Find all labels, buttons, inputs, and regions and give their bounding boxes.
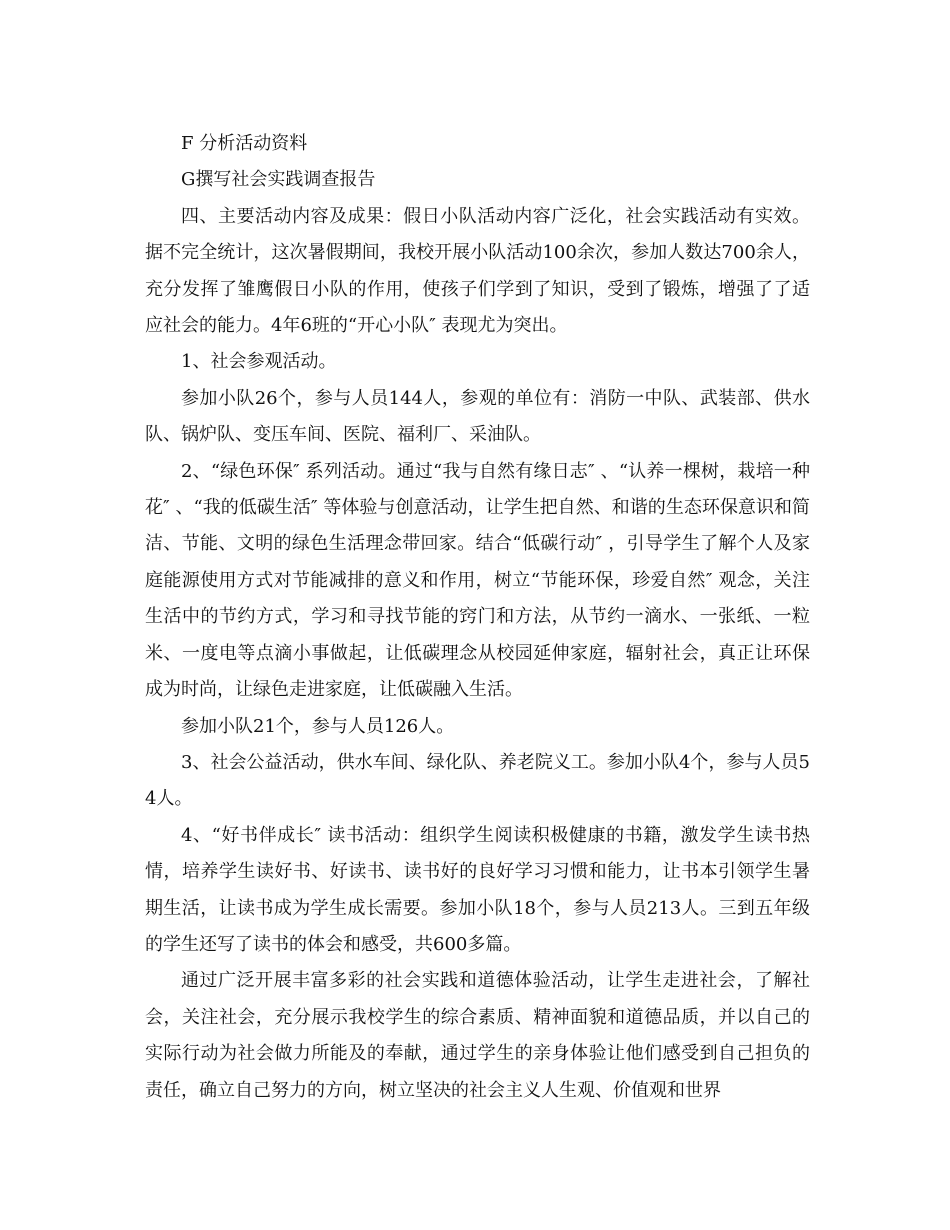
step-g-text: G撰写社会实践调查报告 bbox=[181, 169, 376, 191]
item-4-paragraph: 4、“好书伴成长″ 读书活动：组织学生阅读积极健康的书籍，激发学生读书热情，培养学生读好书、好读书、读书好的良好学习习惯和能力，让书本引领学生暑期生活，让读书成为学生成长需要。参加小队18个，参与人员213人。三到五年级的学生还写了读书的体会和感受，共600多篇。 bbox=[145, 824, 810, 955]
document-body bbox=[145, 126, 810, 1109]
item-1-heading: 1、社会参观活动。 bbox=[181, 351, 337, 373]
section-four-paragraph: 四、主要活动内容及成果：假日小队活动内容广泛化，社会实践活动有实效。据不完全统计，这次暑假期间，我校开展小队活动100余次，参加人数达700余人，充分发挥了雏鹰假日小队的作用，使孩子们学到了知识，受到了锻炼，增强了了适应社会的能力。4年6班的“开心小队″ 表现尤为突出。 bbox=[145, 205, 810, 337]
step-f-text: F 分析活动资料 bbox=[181, 133, 308, 154]
item-2-detail: 参加小队21个，参与人员126人。 bbox=[181, 715, 455, 737]
summary-paragraph: 通过广泛开展丰富多彩的社会实践和道德体验活动，让学生走进社会，了解社会，关注社会，充分展示我校学生的综合素质、精神面貌和道德品质，并以自己的实际行动为社会做力所能及的奉献，通过学生的亲身体验让他们感受到自己担负的责任，确立自己努力的方向，树立坚决的社会主义人生观、价值观和世界 bbox=[145, 970, 810, 1101]
item-1-detail: 参加小队26个，参与人员144人，参观的单位有：消防一中队、武装部、供水队、锅炉队、变压车间、医院、福利厂、采油队。 bbox=[145, 387, 810, 446]
item-3-paragraph: 3、社会公益活动，供水车间、绿化队、养老院义工。参加小队4个，参与人员54人。 bbox=[145, 751, 810, 810]
item-2-paragraph: 2、“绿色环保″ 系列活动。通过“我与自然有缘日志″ 、“认养一棵树，栽培一种花″ 、“我的低碳生活″ 等体验与创意活动，让学生把自然、和谐的生态环保意识和简洁、节能、文明的绿色生活理念带回家。结合“低碳行动″ ，引导学生了解个人及家庭能源使用方式对节能减排的意义和作用，树立“节能环保，珍爱自然″ 观念，关注生活中的节约方式，学习和寻找节能的窍门和方法，从节约一滴水、一张纸、一粒米、一度电等点滴小事做起，让低碳理念从校园延伸家庭，辐射社会，真正让环保成为时尚，让绿色走进家庭，让低碳融入生活。 bbox=[145, 460, 810, 701]
